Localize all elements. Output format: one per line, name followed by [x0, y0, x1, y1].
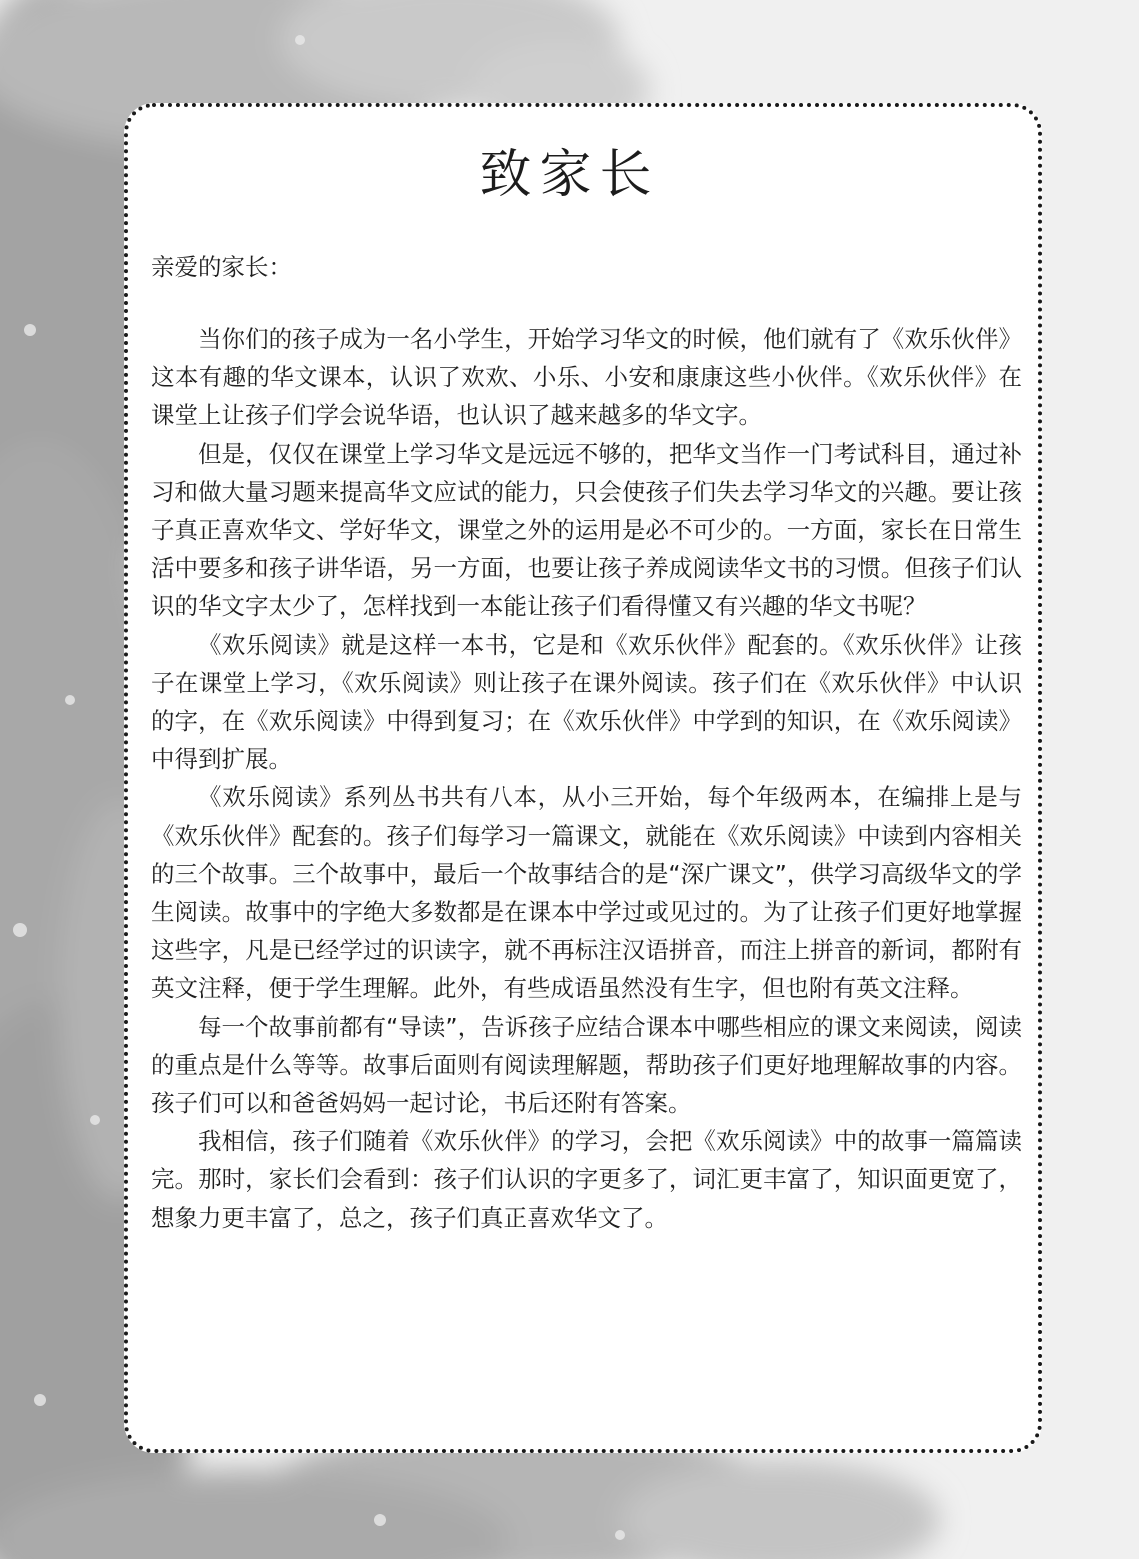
paragraph: 我相信，孩子们随着《欢乐伙伴》的学习，会把《欢乐阅读》中的故事一篇篇读完。那时，家长们会看到：孩子们认识的字更多了，词汇更丰富了，知识面更宽了，想象力更丰富了，总之，孩子们真正喜欢华文了。 [151, 1127, 1022, 1232]
letter-body [151, 320, 1022, 1237]
paragraph: 《欢乐阅读》系列丛书共有八本，从小三开始，每个年级两本，在编排上是与《欢乐伙伴》配套的。孩子们每学习一篇课文，就能在《欢乐阅读》中读到内容相关的三个故事。三个故事中，最后一个故事结合的是“深广课文”，供学习高级华文的学生阅读。故事中的字绝大多数都是在课本中学过或见过的。为了让孩子们更好地掌握这些字，凡是已经学过的识读字，就不再标注汉语拼音，而注上拼音的新词，都附有英文注释，便于学生理解。此外，有些成语虽然没有生字，但也附有英文注释。 [151, 783, 1022, 1003]
paragraph: 每一个故事前都有“导读”，告诉孩子应结合课本中哪些相应的课文来阅读，阅读的重点是什么等等。故事后面则有阅读理解题，帮助孩子们更好地理解故事的内容。孩子们可以和爸爸妈妈一起讨论，书后还附有答案。 [151, 1012, 1022, 1118]
letter-title: 致家长 [479, 145, 660, 205]
paragraph: 但是，仅仅在课堂上学习华文是远远不够的，把华文当作一门考试科目，通过补习和做大量习题来提高华文应试的能力，只会使孩子们失去学习华文的兴趣。要让孩子真正喜欢华文、学好华文，课堂之外的运用是必不可少的。一方面，家长在日常生活中要多和孩子讲华语，另一方面，也要让孩子养成阅读华文书的习惯。但孩子们认识的华文字太少了，怎样找到一本能让孩子们看得懂又有兴趣的华文书呢？ [151, 439, 1022, 621]
paragraph: 当你们的孩子成为一名小学生，开始学习华文的时候，他们就有了《欢乐伙伴》这本有趣的华文课本，认识了欢欢、小乐、小安和康康这些小伙伴。《欢乐伙伴》在课堂上让孩子们学会说华语，也认识了越来越多的华文字。 [151, 325, 1022, 430]
salutation: 亲爱的家长： [151, 253, 292, 281]
paragraph: 《欢乐阅读》就是这样一本书，它是和《欢乐伙伴》配套的。《欢乐伙伴》让孩子在课堂上学习，《欢乐阅读》则让孩子在课外阅读。孩子们在《欢乐伙伴》中认识的字，在《欢乐阅读》中得到复习；在《欢乐伙伴》中学到的知识，在《欢乐阅读》中得到扩展。 [151, 630, 1022, 774]
